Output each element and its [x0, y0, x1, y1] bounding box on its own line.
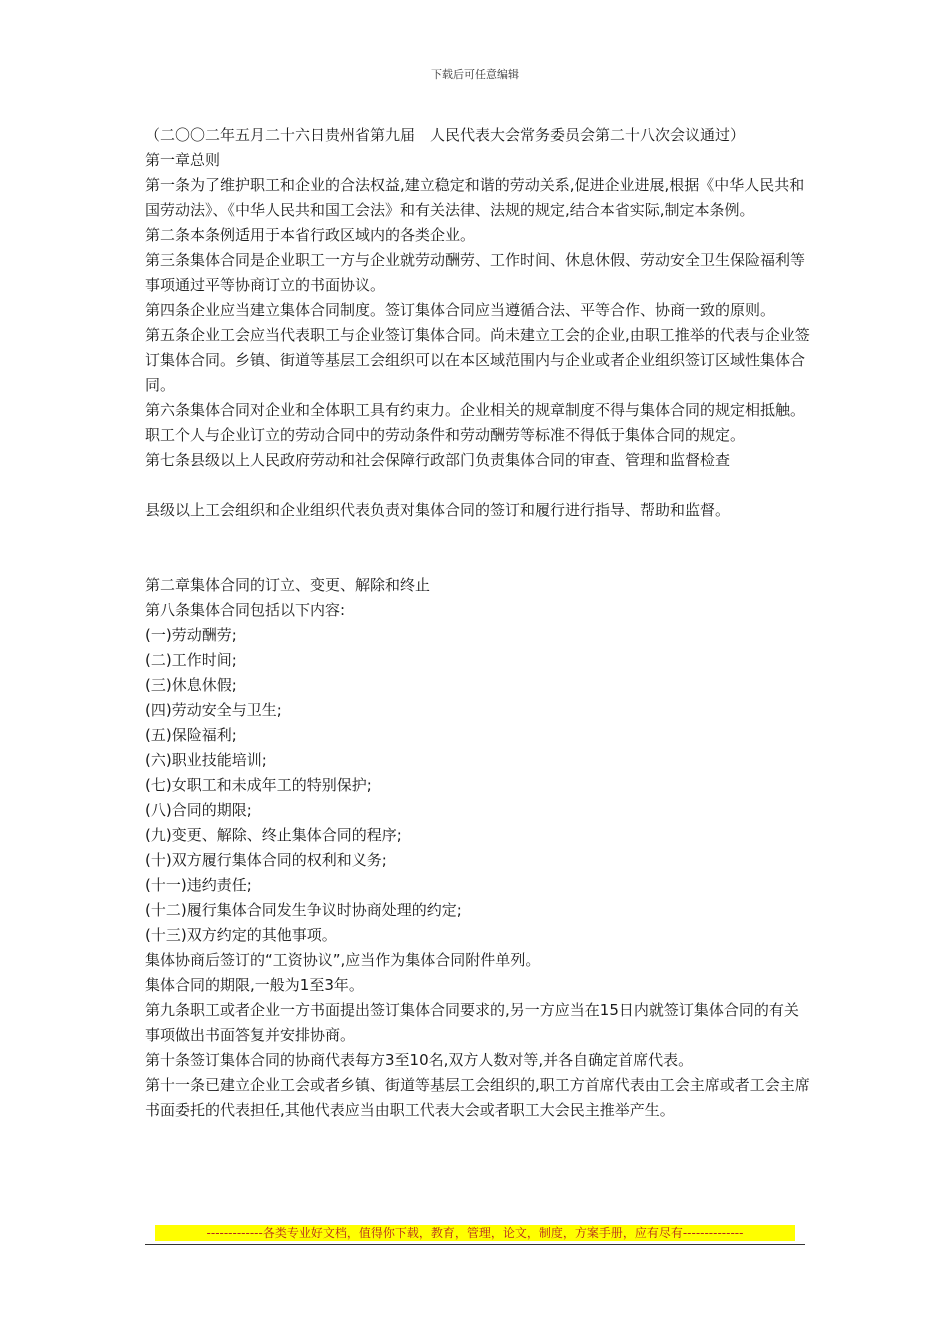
list-item: (十一)违约责任;: [145, 876, 252, 894]
article-2: 第二条本条例适用于本省行政区域内的各类企业。: [145, 226, 476, 244]
article-9: 第九条职工或者企业一方书面提出签订集体合同要求的,另一方应当在15日内就签订集体合同的有关事项做出书面答复并安排协商。: [145, 1001, 799, 1044]
chapter-2-title: 第二章集体合同的订立、变更、解除和终止: [145, 576, 431, 594]
article-5: 第五条企业工会应当代表职工与企业签订集体合同。尚未建立工会的企业,由职工推举的代表与企业签订集体合同。乡镇、街道等基层工会组织可以在本区域范围内与企业或者企业组织签订区域性集体合同。: [145, 326, 810, 394]
list-item: (二)工作时间;: [145, 651, 237, 669]
article-3: 第三条集体合同是企业职工一方与企业就劳动酬劳、工作时间、休息休假、劳动安全卫生保险福利等事项通过平等协商订立的书面协议。: [145, 251, 806, 294]
page-footer: [145, 1225, 805, 1245]
list-item: (十)双方履行集体合同的权利和义务;: [145, 851, 387, 869]
chapter-1-title: 第一章总则: [145, 151, 221, 169]
list-item: (三)休息休假;: [145, 676, 237, 694]
page-header: 下载后可任意编辑: [431, 68, 519, 81]
list-item: (五)保险福利;: [145, 726, 237, 744]
article-7: 第七条县级以上人民政府劳动和社会保障行政部门负责集体合同的审查、管理和监督检查: [145, 451, 731, 469]
list-item: (十二)履行集体合同发生争议时协商处理的约定;: [145, 901, 462, 919]
article-6: 第六条集体合同对企业和全体职工具有约束力。企业相关的规章制度不得与集体合同的规定相抵触。职工个人与企业订立的劳动合同中的劳动条件和劳动酬劳等标准不得低于集体合同的规定。: [145, 401, 806, 444]
list-item: (九)变更、解除、终止集体合同的程序;: [145, 826, 402, 844]
article-1: 第一条为了维护职工和企业的合法权益,建立稳定和谐的劳动关系,促进企业进展,根据《中华人民共和国劳动法》、《中华人民共和国工会法》和有关法律、法规的规定,结合本省实际,制定本条例。: [145, 176, 805, 219]
article-4: 第四条企业应当建立集体合同制度。签订集体合同应当遵循合法、平等合作、协商一致的原则。: [145, 301, 776, 319]
article-11: 第十一条已建立企业工会或者乡镇、街道等基层工会组织的,职工方首席代表由工会主席或者工会主席书面委托的代表担任,其他代表应当由职工代表大会或者职工大会民主推举产生。: [145, 1076, 810, 1119]
contract-term-note: 集体合同的期限,一般为1至3年。: [145, 976, 364, 994]
article-8: 第八条集体合同包括以下内容:: [145, 601, 346, 619]
footer-banner: -------------各类专业好文档，值得你下载，教育，管理，论文，制度，方案手册，应有尽有--------------: [155, 1225, 795, 1241]
list-item: (七)女职工和未成年工的特别保护;: [145, 776, 372, 794]
meeting-note: （二〇〇二年五月二十六日贵州省第九届 人民代表大会常务委员会第二十八次会议通过）: [145, 126, 746, 144]
list-item: (八)合同的期限;: [145, 801, 252, 819]
list-item: (十三)双方约定的其他事项。: [145, 926, 337, 944]
list-item: (四)劳动安全与卫生;: [145, 701, 282, 719]
list-item: (一)劳动酬劳;: [145, 626, 237, 644]
wage-agreement-note: 集体协商后签订的“工资协议”,应当作为集体合同附件单列。: [145, 951, 541, 969]
list-item: (六)职业技能培训;: [145, 751, 267, 769]
article-7-continued: 县级以上工会组织和企业组织代表负责对集体合同的签订和履行进行指导、帮助和监督。: [145, 501, 731, 519]
footer-divider: [145, 1244, 805, 1245]
article-10: 第十条签订集体合同的协商代表每方3至10名,双方人数对等,并各自确定首席代表。: [145, 1051, 694, 1069]
document-body: [145, 123, 813, 1123]
